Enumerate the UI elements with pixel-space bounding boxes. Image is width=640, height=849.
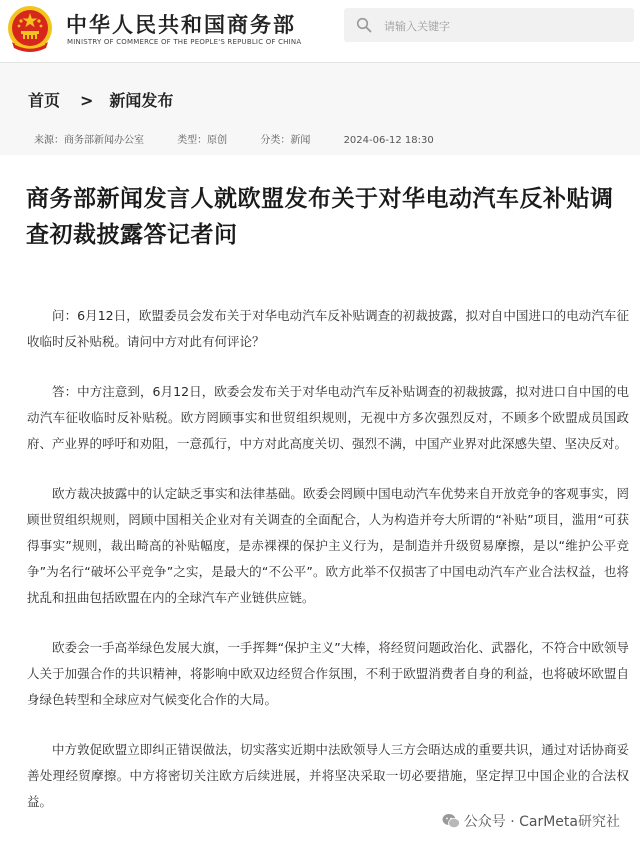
- article-body: [27, 303, 629, 839]
- article-title: 商务部新闻发言人就欧盟发布关于对华电动汽车反补贴调查初裁披露答记者问: [26, 186, 614, 248]
- search-box[interactable]: [344, 8, 634, 42]
- meta-datetime: 2024-06-12 18:30: [343, 135, 434, 146]
- wechat-icon: [442, 813, 460, 829]
- site-name-en: MINISTRY OF COMMERCE OF THE PEOPLE'S REPUBLIC OF CHINA: [67, 38, 302, 46]
- breadcrumb-current-link[interactable]: 新闻发布: [109, 91, 174, 110]
- meta-source: 来源：商务部新闻办公室: [34, 135, 144, 146]
- article-meta: [34, 131, 464, 146]
- article-paragraph: 中方敦促欧盟立即纠正错误做法，切实落实近期中法欧领导人三方会晤达成的重要共识，通过对话协商妥善处理经贸摩擦。中方将密切关注欧方后续进展，并将坚决采取一切必要措施，坚定捍卫中国企业的合法权益。: [27, 742, 629, 809]
- article-paragraph-answer: 答：中方注意到，6月12日，欧委会发布关于对华电动汽车反补贴调查的初裁披露，拟对进口自中国的电动汽车征收临时反补贴税。欧方罔顾事实和世贸组织规则，无视中方多次强烈反对，不顾多个欧盟成员国政府、产业界的呼吁和劝阻，一意孤行，中方对此高度关切、强烈不满，中国产业界对此深感失望、坚决反对。: [27, 384, 629, 451]
- meta-type: 类型：原创: [177, 135, 228, 146]
- article-paragraph-question: 问：6月12日，欧盟委员会发布关于对华电动汽车反补贴调查的初裁披露，拟对自中国进口的电动汽车征收临时反补贴税。请问中方对此有何评论？: [27, 308, 629, 349]
- national-emblem-icon[interactable]: [6, 4, 54, 54]
- site-name-cn[interactable]: 中华人民共和国商务部: [66, 13, 296, 37]
- meta-category: 分类：新闻: [260, 135, 311, 146]
- breadcrumb: [28, 88, 173, 111]
- search-icon[interactable]: [356, 17, 372, 33]
- breadcrumb-separator: >: [80, 91, 94, 110]
- wechat-watermark: [436, 809, 626, 833]
- site-header: [0, 0, 640, 63]
- article-paragraph: 欧委会一手高举绿色发展大旗，一手挥舞“保护主义”大棒，将经贸问题政治化、武器化，不符合中欧领导人关于加强合作的共识精神，将影响中欧双边经贸合作氛围，不利于欧盟消费者自身的利益，也将破坏欧盟自身绿色转型和全球应对气候变化合作的大局。: [27, 640, 629, 707]
- watermark-text: 公众号 · CarMeta研究社: [463, 814, 620, 830]
- breadcrumb-home-link[interactable]: 首页: [28, 91, 61, 110]
- search-input[interactable]: [382, 14, 626, 38]
- article-paragraph: 欧方裁决披露中的认定缺乏事实和法律基础。欧委会罔顾中国电动汽车优势来自开放竞争的客观事实，罔顾世贸组织规则，罔顾中国相关企业对有关调查的全面配合，人为构造并夸大所谓的“补贴”项目，滥用“可获得事实”规则，裁出畸高的补贴幅度，是赤裸裸的保护主义行为，是制造并升级贸易摩擦，是以“维护公平竞争”为名行“破坏公平竞争”之实，是最大的“不公平”。欧方此举不仅损害了中国电动汽车产业合法权益，也将扰乱和扭曲包括欧盟在内的全球汽车产业链供应链。: [27, 486, 629, 605]
